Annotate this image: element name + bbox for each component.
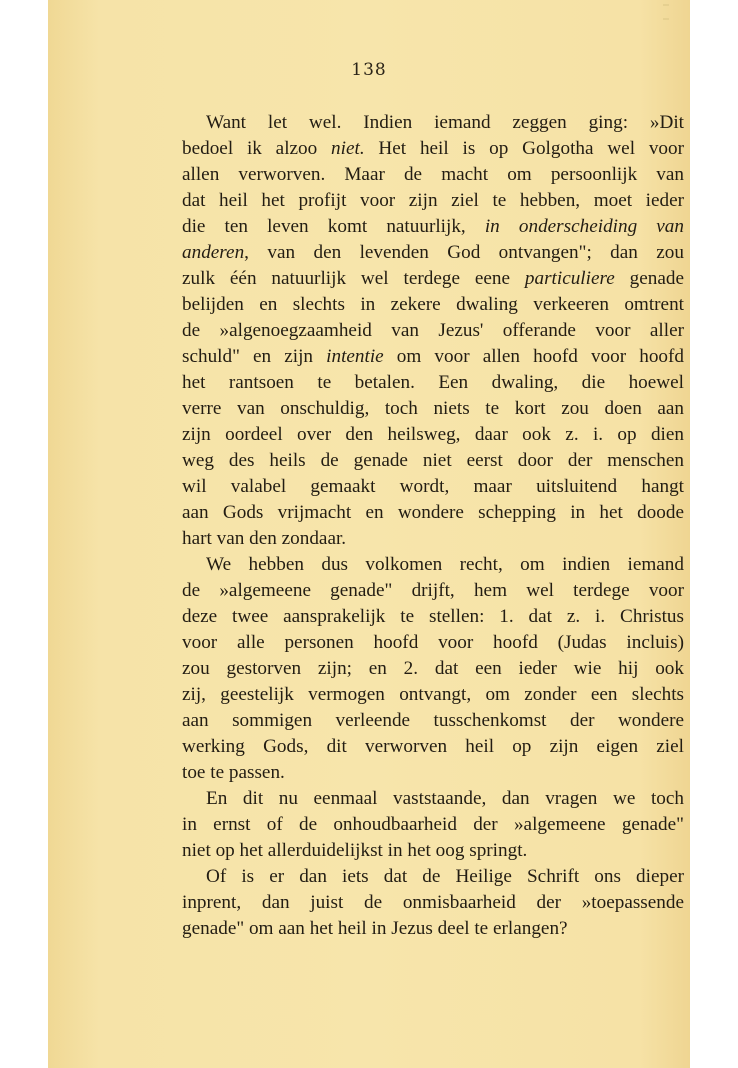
text-line: aan Gods vrijmacht en wondere schepping in het doode <box>182 502 684 523</box>
page-body-text <box>182 110 684 942</box>
text-segment: genade <box>614 268 684 289</box>
text-line: de »algemeene genade" drijft, hem wel terdege voor <box>182 580 684 601</box>
text-line: hart van den zondaar. <box>182 528 347 549</box>
text-segment: bedoel ik alzoo <box>182 138 332 159</box>
italic-segment: intentie <box>326 346 384 367</box>
text-line: zou gestorven zijn; en 2. dat een ieder wie hij ook <box>182 658 684 679</box>
italic-segment: in onderscheiding van <box>484 216 684 237</box>
text-line: het rantsoen te betalen. Een dwaling, die hoewel <box>182 372 684 393</box>
text-line <box>182 266 684 292</box>
text-line: voor alle personen hoofd voor hoofd (Judas incluis) <box>182 632 684 653</box>
text-line: niet op het allerduidelijkst in het oog springt. <box>182 840 528 861</box>
text-line: allen verworven. Maar de macht om persoonlijk van <box>182 164 684 185</box>
book-page <box>48 0 690 1068</box>
text-line: zij, geestelijk vermogen ontvangt, om zonder een slechts <box>182 684 684 705</box>
text-line: genade" om aan het heil in Jezus deel te erlangen? <box>182 918 568 939</box>
italic-segment: anderen <box>182 242 245 263</box>
scan-mark <box>663 4 669 20</box>
text-line: deze twee aansprakelijk te stellen: 1. dat z. i. Christus <box>182 606 684 627</box>
text-line <box>182 136 684 162</box>
text-line: dat heil het profijt voor zijn ziel te hebben, moet ieder <box>182 190 684 211</box>
text-line: aan sommigen verleende tusschenkomst der wondere <box>182 710 684 731</box>
text-line: wil valabel gemaakt wordt, maar uitsluitend hangt <box>182 476 684 497</box>
text-segment: om voor allen hoofd voor hoofd <box>383 346 685 367</box>
text-segment: schuld" en zijn <box>182 346 327 367</box>
text-line <box>182 214 684 240</box>
text-line: weg des heils de genade niet eerst door der menschen <box>182 450 684 471</box>
text-line: in ernst of de onhoudbaarheid der »algemeene genade" <box>182 814 684 835</box>
text-line: En dit nu eenmaal vaststaande, dan vragen we toch <box>206 788 684 809</box>
text-line <box>182 344 684 370</box>
italic-segment: particuliere <box>524 268 615 289</box>
text-line: werking Gods, dit verworven heil op zijn eigen ziel <box>182 736 684 757</box>
text-segment: zulk één natuurlijk wel terdege eene <box>182 268 525 289</box>
text-line: verre van onschuldig, toch niets te kort zou doen aan <box>182 398 684 419</box>
text-line: belijden en slechts in zekere dwaling verkeeren omtrent <box>182 294 684 315</box>
text-segment: , van den levenden God ontvangen"; dan zou <box>244 242 684 263</box>
text-line: de »algenoegzaamheid van Jezus' offerande voor aller <box>182 320 684 341</box>
text-line: Want let wel. Indien iemand zeggen ging: »Dit <box>206 112 684 133</box>
page-number: 138 <box>351 60 387 80</box>
italic-segment: niet. <box>331 138 365 159</box>
text-line: inprent, dan juist de onmisbaarheid der »toepassende <box>182 892 684 913</box>
text-segment: die ten leven komt natuurlijk, <box>182 216 485 237</box>
text-segment: Het heil is op Golgotha wel voor <box>364 138 685 159</box>
text-line <box>182 240 684 266</box>
text-line: We hebben dus volkomen recht, om indien iemand <box>206 554 684 575</box>
text-line: zijn oordeel over den heilsweg, daar ook z. i. op dien <box>182 424 684 445</box>
text-line: toe te passen. <box>182 762 285 783</box>
text-line: Of is er dan iets dat de Heilige Schrift ons dieper <box>206 866 684 887</box>
